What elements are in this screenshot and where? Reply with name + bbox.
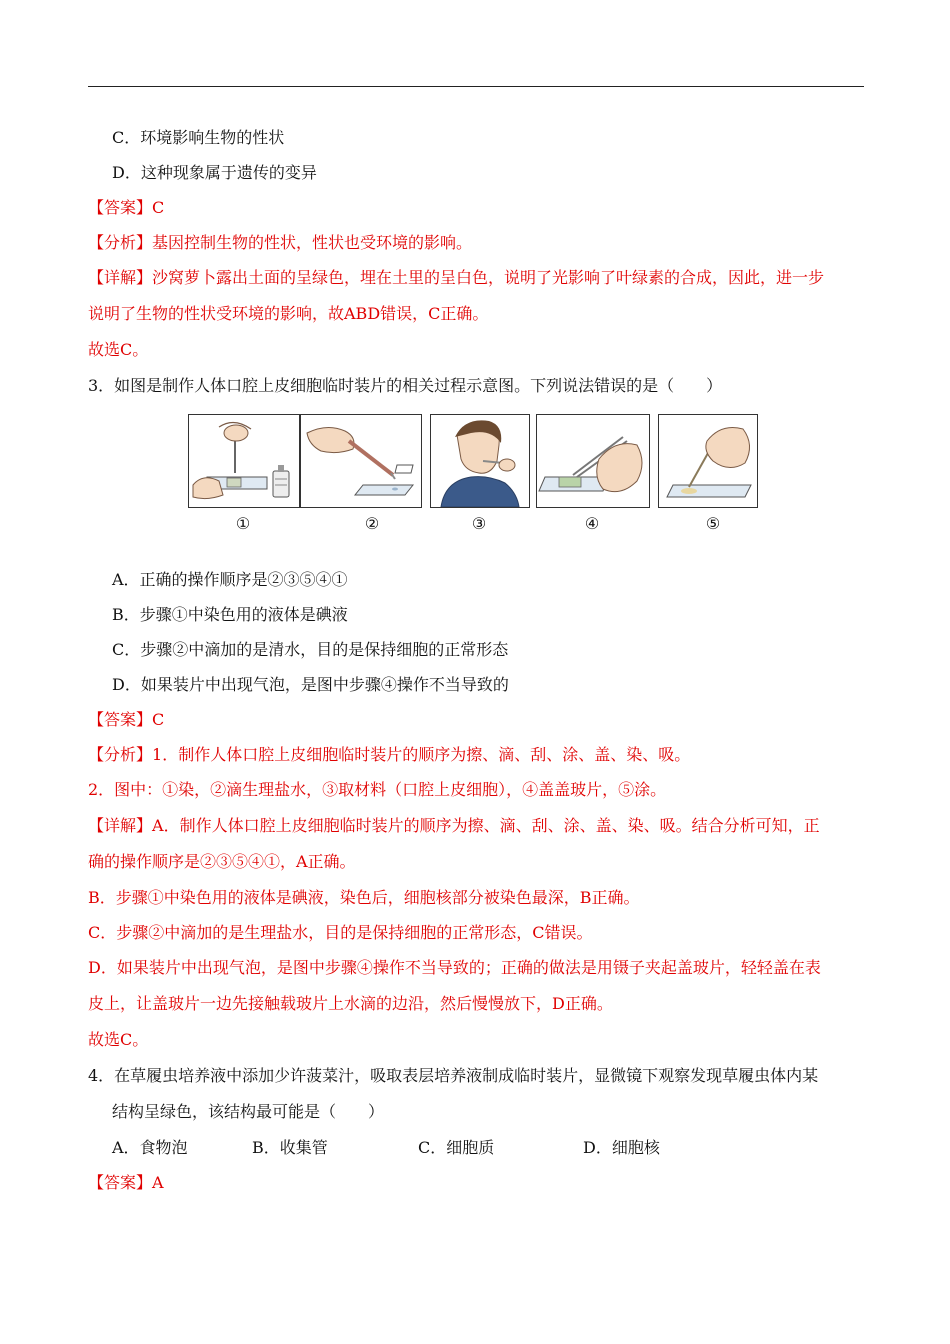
q2-option-d: D．这种现象属于遗传的变异 — [112, 163, 317, 182]
q3-stem: 3．如图是制作人体口腔上皮细胞临时装片的相关过程示意图。下列说法错误的是（ ） — [88, 376, 723, 395]
figure-label-3: ③ — [471, 514, 487, 533]
analysis-text: 基因控制生物的性状，性状也受环境的影响。 — [152, 233, 473, 252]
analysis-tag: 【分析】 — [88, 745, 153, 764]
answer-value: C — [152, 710, 165, 729]
figure-panel-2 — [300, 414, 422, 508]
q4-stem-line-1: 4．在草履虫培养液中添加少许菠菜汁，吸取表层培养液制成临时装片，显微镜下观察发现草履虫体内某 — [88, 1066, 819, 1085]
q2-analysis — [88, 233, 472, 253]
q2-option-c: C．环境影响生物的性状 — [112, 128, 285, 147]
q3-detail-d-line-2: 皮上，让盖玻片一边先接触载玻片上水滴的边沿，然后慢慢放下，D正确。 — [88, 994, 613, 1013]
q3-option-d: D．如果装片中出现气泡，是图中步骤④操作不当导致的 — [112, 675, 509, 694]
q3-figure — [188, 414, 760, 538]
analysis-text: 1．制作人体口腔上皮细胞临时装片的顺序为擦、滴、刮、涂、盖、染、吸。 — [152, 745, 691, 764]
smearing-illustration — [659, 415, 757, 507]
q4-stem-line-2: 结构呈绿色，该结构最可能是（ ） — [112, 1102, 385, 1121]
figure-panel-3 — [430, 414, 530, 508]
detail-text: 沙窝萝卜露出土面的呈绿色，埋在土里的呈白色，说明了光影响了叶绿素的合成，因此，进一步 — [152, 268, 825, 287]
detail-tag: 【详解】 — [88, 268, 153, 287]
q4-option-d: D．细胞核 — [583, 1138, 660, 1157]
figure-label-1: ① — [235, 514, 251, 533]
q4-option-c: C．细胞质 — [418, 1138, 495, 1157]
answer-tag: 【答案】 — [88, 710, 153, 729]
answer-value: A — [152, 1173, 164, 1192]
q3-detail-b: B．步骤①中染色用的液体是碘液，染色后，细胞核部分被染色最深，B正确。 — [88, 888, 640, 907]
analysis-tag: 【分析】 — [88, 233, 153, 252]
figure-label-2: ② — [364, 514, 380, 533]
detail-text: A．制作人体口腔上皮细胞临时装片的顺序为擦、滴、刮、涂、盖、染、吸。结合分析可知，正 — [152, 816, 820, 835]
q3-analysis-2: 2．图中：①染，②滴生理盐水，③取材料（口腔上皮细胞），④盖盖玻片，⑤涂。 — [88, 780, 667, 799]
q3-option-b: B．步骤①中染色用的液体是碘液 — [112, 605, 348, 624]
q3-detail-a-line-1 — [88, 816, 820, 836]
covering-illustration — [537, 415, 649, 507]
q3-detail-d-line-1: D．如果装片中出现气泡，是图中步骤④操作不当导致的；正确的做法是用镊子夹起盖玻片，轻轻盖在表 — [88, 958, 821, 977]
figure-panel-1 — [188, 414, 300, 508]
q3-conclusion: 故选C。 — [88, 1030, 149, 1049]
figure-label-5: ⑤ — [705, 514, 721, 533]
q2-conclusion: 故选C。 — [88, 340, 149, 359]
figure-label-4: ④ — [584, 514, 600, 533]
q3-answer — [88, 710, 164, 730]
q4-option-a: A．食物泡 — [112, 1138, 188, 1157]
scraping-illustration — [431, 415, 529, 507]
answer-tag: 【答案】 — [88, 198, 153, 217]
q2-detail-line-2: 说明了生物的性状受环境的影响，故ABD错误，C正确。 — [88, 304, 489, 323]
figure-panel-4 — [536, 414, 650, 508]
q4-answer — [88, 1173, 164, 1193]
q2-detail-line-1 — [88, 268, 824, 288]
detail-tag: 【详解】 — [88, 816, 153, 835]
q3-option-a: A．正确的操作顺序是②③⑤④① — [112, 570, 348, 589]
answer-tag: 【答案】 — [88, 1173, 153, 1192]
figure-panel-5 — [658, 414, 758, 508]
answer-value: C — [152, 198, 165, 217]
q3-detail-c: C．步骤②中滴加的是生理盐水，目的是保持细胞的正常形态，C错误。 — [88, 923, 593, 942]
q2-answer — [88, 198, 164, 218]
staining-illustration — [189, 415, 299, 507]
q3-analysis-1 — [88, 745, 690, 765]
q3-option-c: C．步骤②中滴加的是清水，目的是保持细胞的正常形态 — [112, 640, 509, 659]
q3-detail-a-line-2: 确的操作顺序是②③⑤④①，A正确。 — [88, 852, 356, 871]
header-rule — [88, 86, 864, 87]
dropping-illustration — [301, 415, 421, 507]
q4-option-b: B．收集管 — [252, 1138, 328, 1157]
